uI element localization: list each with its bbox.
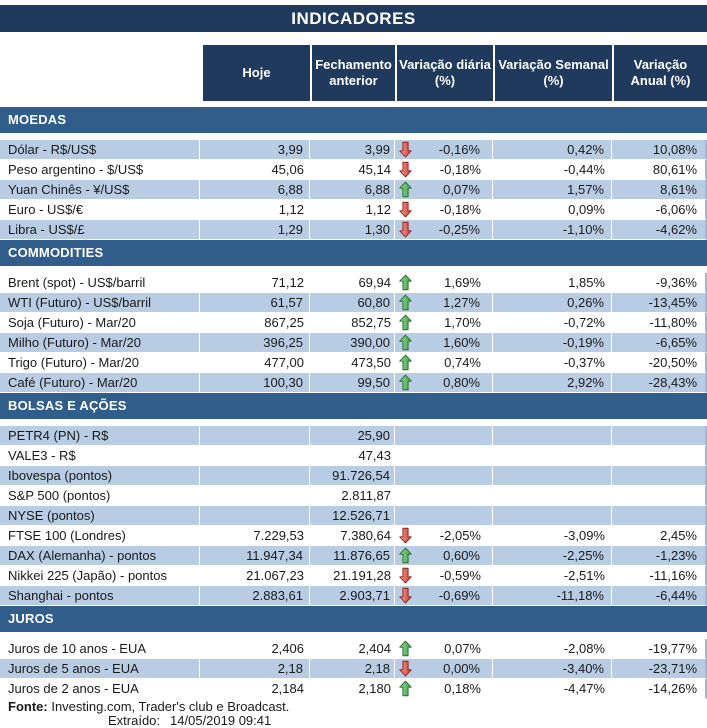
variacao-diaria-value: -0,69% xyxy=(438,588,480,603)
variacao-anual-value: -6,65% xyxy=(612,333,707,353)
variacao-diaria-value: 1,27% xyxy=(443,295,480,310)
column-header-spacer xyxy=(0,45,203,101)
footer xyxy=(0,700,707,728)
variacao-semanal-value: 1,57% xyxy=(493,180,612,200)
variacao-anual-value: 80,61% xyxy=(612,160,707,180)
variacao-diaria-cell xyxy=(395,273,493,293)
hoje-value: 11.947,34 xyxy=(200,546,310,566)
row-label: Shanghai - pontos xyxy=(0,586,200,606)
table-row xyxy=(0,466,707,486)
variacao-diaria-cell xyxy=(395,679,493,699)
arrow-up-icon xyxy=(399,680,413,698)
variacao-semanal-value xyxy=(493,506,612,526)
col-header-variacao-anual: Variação Anual (%) xyxy=(612,45,707,101)
hoje-value xyxy=(200,446,310,466)
variacao-semanal-value: 0,42% xyxy=(493,140,612,160)
arrow-down-icon xyxy=(399,660,413,678)
variacao-diaria-value: -0,16% xyxy=(438,142,480,157)
row-label: Brent (spot) - US$/barril xyxy=(0,273,200,293)
arrow-up-icon xyxy=(399,314,413,332)
variacao-anual-value: -13,45% xyxy=(612,293,707,313)
arrow-up-icon xyxy=(399,547,413,565)
arrow-down-icon xyxy=(399,141,413,159)
table-row xyxy=(0,200,707,220)
fechamento-value: 11.876,65 xyxy=(310,546,395,566)
variacao-diaria-value: 1,69% xyxy=(444,275,481,290)
variacao-diaria-value: 1,70% xyxy=(444,315,481,330)
variacao-anual-value xyxy=(612,426,707,446)
hoje-value: 2,184 xyxy=(200,679,310,699)
table-row xyxy=(0,140,707,160)
table-row xyxy=(0,446,707,466)
arrow-down-icon xyxy=(399,221,413,239)
arrow-down-icon xyxy=(399,161,413,179)
column-header-row xyxy=(0,45,707,101)
table-row xyxy=(0,566,707,586)
row-label: Trigo (Futuro) - Mar/20 xyxy=(0,353,200,373)
variacao-diaria-value: 1,60% xyxy=(443,335,480,350)
extracted-timestamp: 14/05/2019 09:41 xyxy=(170,713,272,728)
variacao-anual-value: -4,62% xyxy=(612,220,707,240)
fechamento-value: 7.380,64 xyxy=(310,526,395,546)
fechamento-value: 21.191,28 xyxy=(310,566,395,586)
hoje-value: 1,12 xyxy=(200,200,310,220)
row-label: Juros de 10 anos - EUA xyxy=(0,639,200,659)
row-label: Yuan Chinês - ¥/US$ xyxy=(0,180,200,200)
variacao-diaria-cell xyxy=(395,140,493,160)
table-row xyxy=(0,160,707,180)
hoje-value xyxy=(200,486,310,506)
source-line xyxy=(0,700,707,714)
col-header-variacao-diaria: Variação diária (%) xyxy=(395,45,493,101)
table-row xyxy=(0,659,707,679)
extracted-label: Extraído: xyxy=(108,713,161,728)
table-row xyxy=(0,586,707,606)
fechamento-value: 1,30 xyxy=(310,220,395,240)
row-label: Euro - US$/€ xyxy=(0,200,200,220)
fechamento-value: 47,43 xyxy=(310,446,395,466)
variacao-diaria-value: 0,60% xyxy=(443,548,480,563)
fechamento-value: 2,18 xyxy=(310,659,395,679)
arrow-down-icon xyxy=(399,567,413,585)
variacao-diaria-cell xyxy=(395,586,493,606)
row-label: Dólar - R$/US$ xyxy=(0,140,200,160)
hoje-value: 867,25 xyxy=(200,313,310,333)
fechamento-value: 25,90 xyxy=(310,426,395,446)
fechamento-value: 60,80 xyxy=(310,293,395,313)
table-row xyxy=(0,373,707,393)
hoje-value: 100,30 xyxy=(200,373,310,393)
variacao-semanal-value: -3,09% xyxy=(493,526,612,546)
variacao-semanal-value: -0,72% xyxy=(493,313,612,333)
variacao-diaria-cell xyxy=(395,659,493,679)
variacao-anual-value xyxy=(612,486,707,506)
table-row xyxy=(0,546,707,566)
variacao-anual-value: -28,43% xyxy=(612,373,707,393)
fechamento-value: 2,180 xyxy=(310,679,395,699)
hoje-value: 2,18 xyxy=(200,659,310,679)
section-header: BOLSAS E AÇÕES xyxy=(0,393,707,419)
hoje-value: 45,06 xyxy=(200,160,310,180)
variacao-diaria-cell xyxy=(395,546,493,566)
row-label: Soja (Futuro) - Mar/20 xyxy=(0,313,200,333)
arrow-up-icon xyxy=(399,294,413,312)
source-text: Investing.com, Trader's club e Broadcast. xyxy=(51,699,290,714)
variacao-diaria-cell xyxy=(395,446,493,466)
variacao-semanal-value: -4,47% xyxy=(493,679,612,699)
variacao-diaria-cell xyxy=(395,353,493,373)
variacao-anual-value: -20,50% xyxy=(612,353,707,373)
arrow-down-icon xyxy=(399,587,413,605)
row-label: Peso argentino - $/US$ xyxy=(0,160,200,180)
variacao-semanal-value: -0,37% xyxy=(493,353,612,373)
fechamento-value: 1,12 xyxy=(310,200,395,220)
variacao-anual-value: -23,71% xyxy=(612,659,707,679)
row-label: Ibovespa (pontos) xyxy=(0,466,200,486)
fechamento-value: 473,50 xyxy=(310,353,395,373)
table-row xyxy=(0,220,707,240)
variacao-diaria-value: 0,07% xyxy=(444,641,481,656)
variacao-diaria-cell xyxy=(395,160,493,180)
variacao-semanal-value xyxy=(493,466,612,486)
fechamento-value: 2.811,87 xyxy=(310,486,395,506)
arrow-up-icon xyxy=(399,334,413,352)
source-label: Fonte: xyxy=(8,699,48,714)
fechamento-value: 2.903,71 xyxy=(310,586,395,606)
variacao-diaria-value: -0,18% xyxy=(439,162,481,177)
table-row xyxy=(0,353,707,373)
fechamento-value: 390,00 xyxy=(310,333,395,353)
variacao-anual-value: -1,23% xyxy=(612,546,707,566)
table-body xyxy=(0,107,707,699)
hoje-value: 396,25 xyxy=(200,333,310,353)
variacao-anual-value: -6,06% xyxy=(612,200,707,220)
hoje-value: 6,88 xyxy=(200,180,310,200)
hoje-value: 2.883,61 xyxy=(200,586,310,606)
row-label: Nikkei 225 (Japão) - pontos xyxy=(0,566,200,586)
table-row xyxy=(0,486,707,506)
variacao-diaria-cell xyxy=(395,426,493,446)
table-row xyxy=(0,333,707,353)
section-header: COMMODITIES xyxy=(0,240,707,266)
fechamento-value: 2,404 xyxy=(310,639,395,659)
variacao-anual-value: -11,80% xyxy=(612,313,707,333)
variacao-diaria-value: -0,59% xyxy=(439,568,481,583)
row-label: Juros de 2 anos - EUA xyxy=(0,679,200,699)
table-row xyxy=(0,506,707,526)
variacao-diaria-cell xyxy=(395,566,493,586)
arrow-up-icon xyxy=(399,274,413,292)
row-label: Milho (Futuro) - Mar/20 xyxy=(0,333,200,353)
row-label: S&P 500 (pontos) xyxy=(0,486,200,506)
row-label: VALE3 - R$ xyxy=(0,446,200,466)
col-header-variacao-semanal: Variação Semanal (%) xyxy=(493,45,612,101)
variacao-semanal-value: -1,10% xyxy=(493,220,612,240)
fechamento-value: 69,94 xyxy=(310,273,395,293)
variacao-diaria-cell xyxy=(395,486,493,506)
table-row xyxy=(0,426,707,446)
variacao-semanal-value: -11,18% xyxy=(493,586,612,606)
variacao-anual-value: 8,61% xyxy=(612,180,707,200)
page-title: INDICADORES xyxy=(0,5,707,32)
variacao-diaria-cell xyxy=(395,639,493,659)
variacao-diaria-cell xyxy=(395,180,493,200)
variacao-anual-value: -9,36% xyxy=(612,273,707,293)
table-row xyxy=(0,273,707,293)
arrow-up-icon xyxy=(399,640,413,658)
fechamento-value: 852,75 xyxy=(310,313,395,333)
table-row xyxy=(0,180,707,200)
hoje-value: 7.229,53 xyxy=(200,526,310,546)
variacao-diaria-cell xyxy=(395,220,493,240)
table-row xyxy=(0,679,707,699)
variacao-diaria-value: 0,18% xyxy=(444,681,481,696)
table-row xyxy=(0,313,707,333)
variacao-diaria-cell xyxy=(395,333,493,353)
variacao-diaria-value: 0,80% xyxy=(443,375,480,390)
variacao-diaria-value: 0,74% xyxy=(444,355,481,370)
variacao-semanal-value xyxy=(493,426,612,446)
row-label: Café (Futuro) - Mar/20 xyxy=(0,373,200,393)
hoje-value: 2,406 xyxy=(200,639,310,659)
variacao-semanal-value: 2,92% xyxy=(493,373,612,393)
fechamento-value: 91.726,54 xyxy=(310,466,395,486)
variacao-anual-value: 2,45% xyxy=(612,526,707,546)
hoje-value: 1,29 xyxy=(200,220,310,240)
variacao-anual-value xyxy=(612,466,707,486)
variacao-diaria-value: 0,07% xyxy=(443,182,480,197)
variacao-anual-value: -11,16% xyxy=(612,566,707,586)
row-label: NYSE (pontos) xyxy=(0,506,200,526)
fechamento-value: 99,50 xyxy=(310,373,395,393)
arrow-up-icon xyxy=(399,354,413,372)
row-label: DAX (Alemanha) - pontos xyxy=(0,546,200,566)
hoje-value: 477,00 xyxy=(200,353,310,373)
fechamento-value: 45,14 xyxy=(310,160,395,180)
variacao-diaria-cell xyxy=(395,293,493,313)
variacao-semanal-value: 1,85% xyxy=(493,273,612,293)
hoje-value: 3,99 xyxy=(200,140,310,160)
row-label: PETR4 (PN) - R$ xyxy=(0,426,200,446)
fechamento-value: 6,88 xyxy=(310,180,395,200)
hoje-value: 21.067,23 xyxy=(200,566,310,586)
hoje-value: 71,12 xyxy=(200,273,310,293)
variacao-diaria-cell xyxy=(395,526,493,546)
variacao-diaria-cell xyxy=(395,373,493,393)
arrow-up-icon xyxy=(399,374,413,392)
variacao-anual-value xyxy=(612,506,707,526)
col-header-fechamento-anterior: Fechamento anterior xyxy=(310,45,395,101)
row-label: Juros de 5 anos - EUA xyxy=(0,659,200,679)
variacao-semanal-value: -0,19% xyxy=(493,333,612,353)
variacao-semanal-value xyxy=(493,486,612,506)
variacao-semanal-value: -2,51% xyxy=(493,566,612,586)
variacao-diaria-value: -2,05% xyxy=(439,528,481,543)
section-header: MOEDAS xyxy=(0,107,707,133)
row-label: WTI (Futuro) - US$/barril xyxy=(0,293,200,313)
variacao-semanal-value: -2,08% xyxy=(493,639,612,659)
variacao-diaria-cell xyxy=(395,200,493,220)
variacao-anual-value: -6,44% xyxy=(612,586,707,606)
table-row xyxy=(0,526,707,546)
hoje-value xyxy=(200,506,310,526)
report xyxy=(0,5,707,728)
variacao-anual-value: -19,77% xyxy=(612,639,707,659)
table-row xyxy=(0,639,707,659)
arrow-up-icon xyxy=(399,181,413,199)
arrow-down-icon xyxy=(399,201,413,219)
section-header: JUROS xyxy=(0,606,707,632)
variacao-diaria-cell xyxy=(395,466,493,486)
variacao-diaria-cell xyxy=(395,506,493,526)
variacao-anual-value: 10,08% xyxy=(612,140,707,160)
variacao-diaria-cell xyxy=(395,313,493,333)
variacao-diaria-value: -0,25% xyxy=(438,222,480,237)
variacao-anual-value: -14,26% xyxy=(612,679,707,699)
variacao-semanal-value: 0,26% xyxy=(493,293,612,313)
variacao-semanal-value: 0,09% xyxy=(493,200,612,220)
row-label: FTSE 100 (Londres) xyxy=(0,526,200,546)
arrow-down-icon xyxy=(399,527,413,545)
hoje-value: 61,57 xyxy=(200,293,310,313)
fechamento-value: 12.526,71 xyxy=(310,506,395,526)
variacao-semanal-value: -3,40% xyxy=(493,659,612,679)
hoje-value xyxy=(200,466,310,486)
table-row xyxy=(0,293,707,313)
variacao-semanal-value xyxy=(493,446,612,466)
variacao-semanal-value: -2,25% xyxy=(493,546,612,566)
hoje-value xyxy=(200,426,310,446)
fechamento-value: 3,99 xyxy=(310,140,395,160)
col-header-hoje: Hoje xyxy=(203,45,310,101)
row-label: Libra - US$/£ xyxy=(0,220,200,240)
variacao-anual-value xyxy=(612,446,707,466)
variacao-semanal-value: -0,44% xyxy=(493,160,612,180)
extracted-line xyxy=(0,714,707,728)
variacao-diaria-value: -0,18% xyxy=(439,202,481,217)
variacao-diaria-value: 0,00% xyxy=(443,661,480,676)
